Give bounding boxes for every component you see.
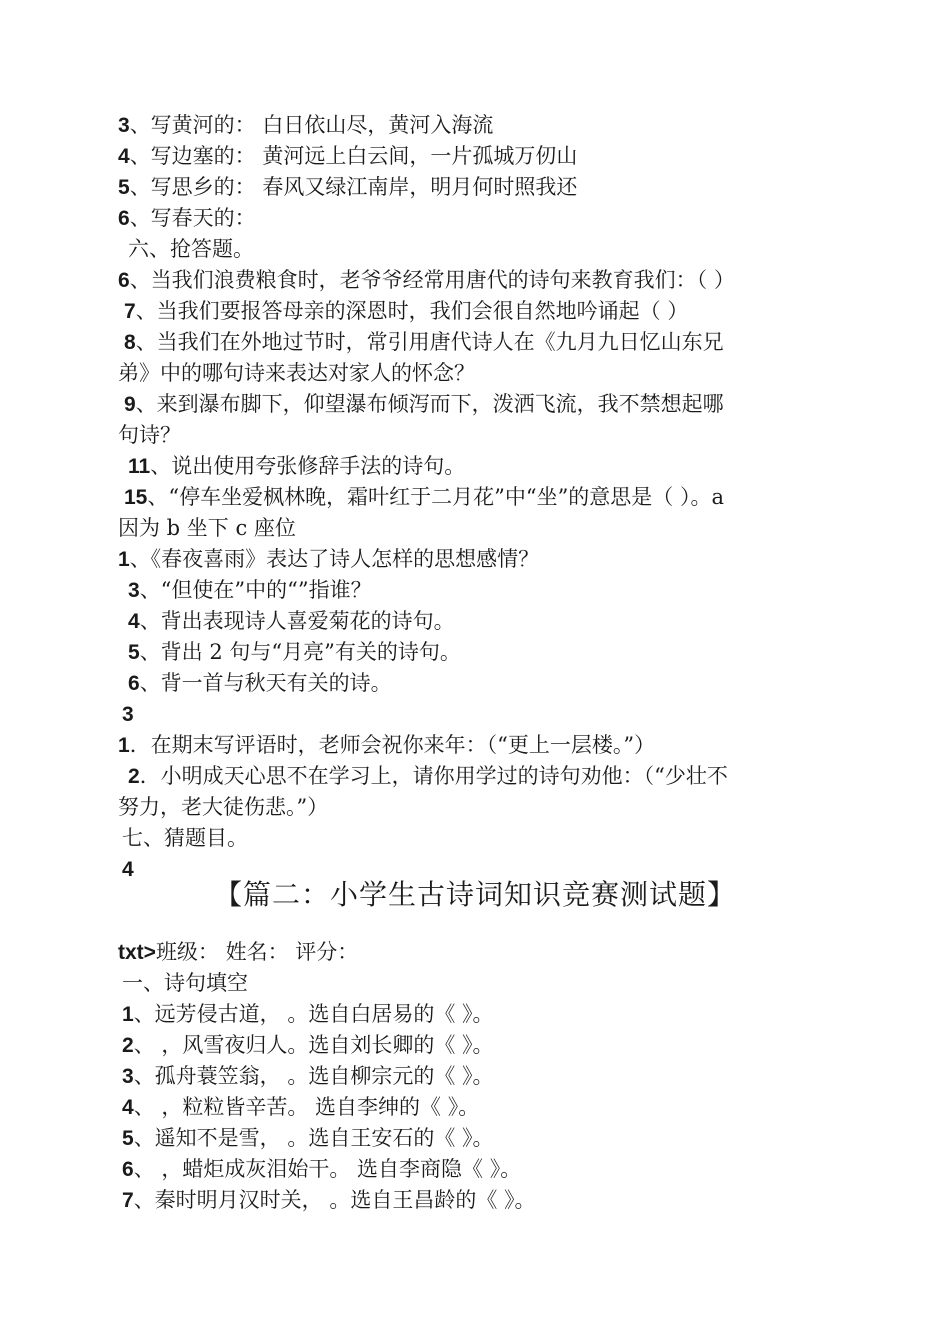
text-line: 3 — [122, 703, 134, 726]
text-line: 2．小明成天心思不在学习上，请你用学过的诗句劝他：（“少壮不 — [128, 764, 728, 788]
text-line: 6、背一首与秋天有关的诗。 — [128, 671, 392, 695]
text-line: 6、写春天的： — [118, 206, 256, 230]
text-line: 弟》中的哪句诗来表达对家人的怀念？ — [118, 361, 475, 385]
text-line: 努力，老大徒伤悲。”） — [118, 795, 329, 819]
section-title: 六、抢答题。 — [128, 237, 254, 261]
section-title: 七、猜题目。 — [122, 826, 248, 850]
text-line: 1．在期末写评语时，老师会祝你来年：（“更上一层楼。”） — [118, 733, 656, 757]
text-line: 6、 ，蜡炬成灰泪始干。 选自李商隐《 》。 — [122, 1157, 522, 1181]
text-line: 4、写边塞的： 黄河远上白云间，一片孤城万仞山 — [118, 144, 578, 168]
text-line: 5、写思乡的： 春风又绿江南岸，明月何时照我还 — [118, 175, 578, 199]
text-line: 1、远芳侵古道， 。选自白居易的《 》。 — [122, 1002, 494, 1026]
section-title: 一、诗句填空 — [122, 971, 248, 995]
text-line: 4、 ，粒粒皆辛苦。 选自李绅的《 》。 — [122, 1095, 480, 1119]
text-line: 2、 ，风雪夜归人。选自刘长卿的《 》。 — [122, 1033, 494, 1057]
text-line: 4、背出表现诗人喜爱菊花的诗句。 — [128, 609, 455, 633]
text-line: 3、“但使在”中的“”指谁？ — [128, 578, 372, 602]
text-line: 句诗？ — [118, 423, 181, 447]
text-line: 11、说出使用夸张修辞手法的诗句。 — [128, 454, 466, 478]
text-line: 因为 b 坐下 c 座位 — [118, 516, 296, 540]
text-line: 15、“停车坐爱枫林晚，霜叶红于二月花”中“坐”的意思是（ ）。a — [124, 485, 724, 509]
section-heading: 【篇二：小学生古诗词知识竞赛测试题】 — [213, 878, 736, 911]
text-line: 4 — [122, 858, 134, 881]
text-line: 9、来到瀑布脚下，仰望瀑布倾泻而下，泼洒飞流，我不禁想起哪 — [124, 392, 724, 416]
text-line: 7、当我们要报答母亲的深恩时，我们会很自然地吟诵起（ ） — [124, 299, 689, 323]
form-header-line: txt>班级： 姓名： 评分： — [118, 940, 359, 964]
text-line: 6、当我们浪费粮食时，老爷爷经常用唐代的诗句来教育我们：（ ） — [118, 268, 735, 292]
text-line: 5、遥知不是雪， 。选自王安石的《 》。 — [122, 1126, 494, 1150]
text-line: 8、当我们在外地过节时，常引用唐代诗人在《九月九日忆山东兄 — [124, 330, 724, 354]
text-line: 7、秦时明月汉时关， 。选自王昌龄的《 》。 — [122, 1188, 536, 1212]
text-line: 3、写黄河的： 白日依山尽，黄河入海流 — [118, 113, 494, 137]
text-line: 3、孤舟蓑笠翁， 。选自柳宗元的《 》。 — [122, 1064, 494, 1088]
text-line: 1、《春夜喜雨》表达了诗人怎样的思想感情？ — [118, 547, 540, 571]
text-line: 5、背出 2 句与“月亮”有关的诗句。 — [128, 640, 461, 664]
